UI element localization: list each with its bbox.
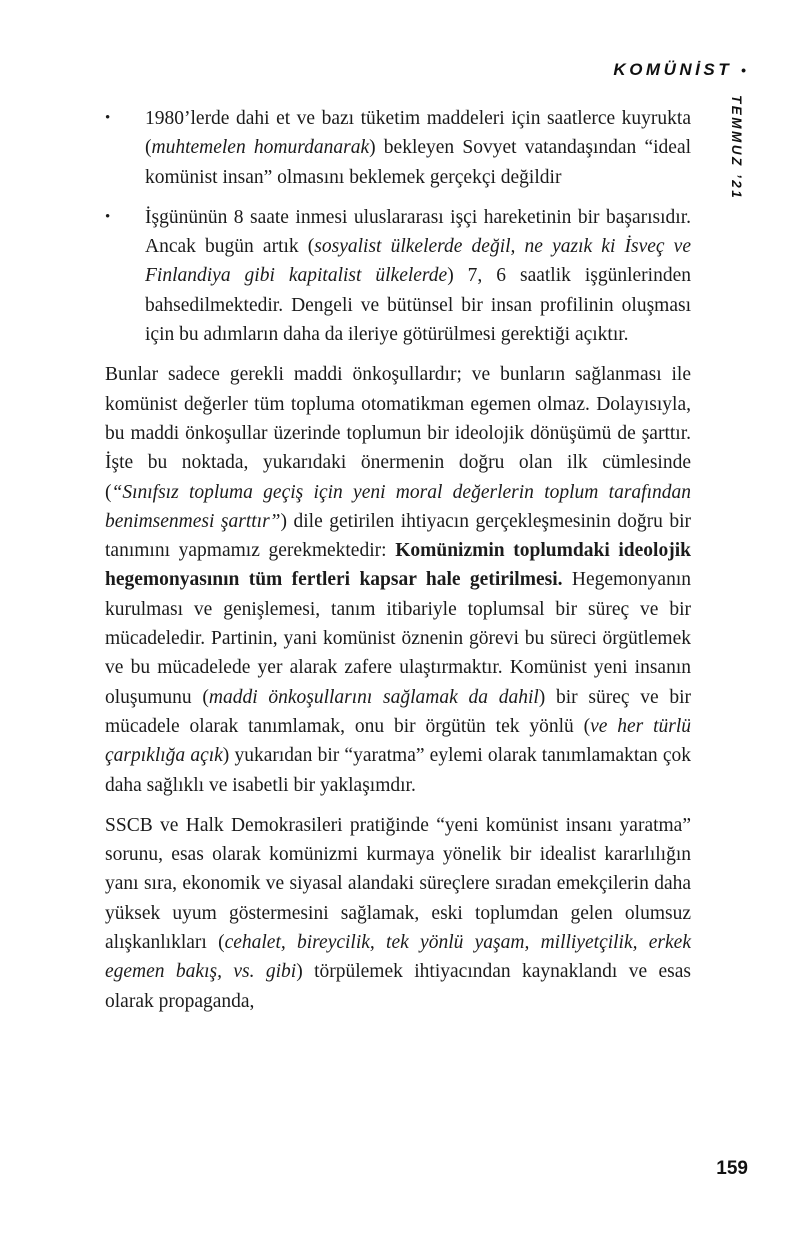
running-head <box>613 60 746 80</box>
page-body <box>105 104 691 1016</box>
issue-label: TEMMUZ ’21 <box>729 95 744 201</box>
bullet-marker-icon: • <box>105 208 111 225</box>
page-number: 159 <box>716 1158 748 1179</box>
list-item <box>105 104 691 192</box>
bullet-text: İşgününün 8 saate inmesi uluslararası işçi hareketinin bir başarısıdır. Ancak bugün artık (sosyalist ülkelerde değil, ne yazık ki İsveç ve Finlandiya gibi kapitalist ülkelerde) 7, 6 saatlik işgünlerinden bahsedilmektedir. Dengeli ve bütünsel bir insan profilinin oluşması için bu adımların daha da ileriye götürülmesi gerektiği açıktır. <box>145 206 692 346</box>
journal-title: KOMÜNİST <box>613 60 733 79</box>
paragraph: SSCB ve Halk Demokrasileri pratiğinde “yeni komünist insanı yaratma” sorunu, esas olarak komünizmi kurmaya yönelik bir idealist kararlılığın yanı sıra, ekonomik ve siyasal alandaki süreçlere sıradan emekçilerin daha yüksek uyum göstermesini sağlamak, eski toplumdan gelen olumsuz alışkanlıkları (cehalet, bireycilik, tek yönlü yaşam, milliyetçilik, erkek egemen bakış, vs. gibi) törpülemek ihtiyacından kaynaklandı ve esas olarak propaganda, <box>105 814 691 1012</box>
paragraph: Bunlar sadece gerekli maddi önkoşullardır; ve bunların sağlanması ile komünist değerler tüm topluma otomatikman egemen olmaz. Dolayısıyla, bu maddi önkoşullar üzerinde toplumun bir ideolojik dönüşümü de şarttır. İşte bu noktada, yukarıdaki önermenin doğru olan ilk cümlesinde (“Sınıfsız topluma geçiş için yeni moral değerlerin toplum tarafından benimsenmesi şarttır”) dile getirilen ihtiyacın gerçekleşmesinin doğru bir tanımını yapmamız gerekmektedir: Komünizmin toplumdaki ideolojik hegemonyasının tüm fertleri kapsar hale getirilmesi. Hegemonyanın kurulması ve genişlemesi, tanım itibariyle toplumsal bir süreç ve bir mücadeledir. Partinin, yani komünist öznenin görevi bu süreci örgütlemek ve bu mücadelede yer alarak zafere ulaştırmaktır. Komünist yeni insanın oluşumunu (maddi önkoşullarını sağlamak da dahil) bir süreç ve bir mücadele olarak tanımlamak, onu bir örgütün tek yönlü (ve her türlü çarpıklığa açık) yukarıdan bir “yaratma” eylemi olarak tanımlamaktan çok daha sağlıklı ve isabetli bir yaklaşımdır. <box>105 364 692 796</box>
bullet-marker-icon: • <box>105 110 111 126</box>
list-item <box>105 203 691 349</box>
bullet-text: 1980’lerde dahi et ve bazı tüketim maddeleri için saatlerce kuyrukta (muhtemelen homurdanarak) bekleyen Sovyet vatandaşından “ideal komünist insan” olmasını beklemek gerçekçi değildir <box>145 108 692 188</box>
header-bullet-icon: • <box>741 62 746 78</box>
